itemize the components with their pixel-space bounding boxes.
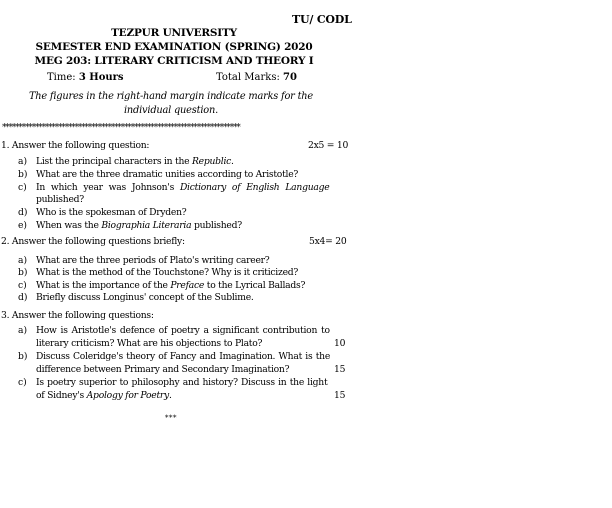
marks-value: 70 — [283, 72, 297, 83]
total-marks — [216, 72, 297, 83]
question-3-title: 3. Answer the following questions: — [1, 310, 154, 321]
marks-label: Total Marks: — [216, 72, 283, 83]
question-3c: Is poetry superior to philosophy and history? Discuss in the light — [36, 377, 328, 388]
course-title: MEG 203: LITERARY CRITICISM AND THEORY I — [34, 55, 314, 67]
time-value: 3 Hours — [78, 72, 124, 83]
item-label: e) — [18, 220, 28, 231]
question-1b: What are the three dramatic unities according to Aristotle? — [36, 169, 299, 180]
item-label: a) — [18, 325, 28, 336]
question-1e: When was the Biographia Literaria published? — [36, 220, 242, 231]
item-label: b) — [18, 267, 28, 278]
doc-code: TU/ CODL — [292, 13, 352, 26]
question-2a: What are the three periods of Plato's writing career? — [36, 255, 270, 266]
question-3b: Discuss Coleridge's theory of Fancy and Imagination. What is the — [36, 351, 331, 362]
question-1-title: 1. Answer the following question: — [1, 140, 150, 151]
question-1d: Who is the spokesman of Dryden? — [36, 207, 187, 218]
question-2d: Briefly discuss Longinus' concept of the Sublime. — [36, 292, 254, 303]
question-3c-marks: 15 — [334, 390, 346, 401]
exam-title: SEMESTER END EXAMINATION (SPRING) 2020 — [35, 41, 313, 53]
question-1c: In which year was Johnson's Dictionary of English Language — [36, 182, 330, 193]
item-label: c) — [18, 280, 27, 291]
question-2c: What is the importance of the Preface to the Lyrical Ballads? — [36, 280, 306, 291]
question-3c-line2: of Sidney's Apology for Poetry. — [36, 390, 172, 401]
time-allowed — [47, 72, 124, 83]
instruction-line-2: individual question. — [124, 105, 218, 116]
item-label: d) — [18, 292, 28, 303]
item-label: b) — [18, 169, 28, 180]
item-label: a) — [18, 255, 28, 266]
item-label: c) — [18, 182, 27, 193]
question-1a: List the principal characters in the Republic. — [36, 156, 234, 167]
question-2-marks: 5x4= 20 — [309, 236, 347, 247]
separator-line: ************************************************************************ — [2, 123, 240, 133]
question-3b-marks: 15 — [334, 364, 346, 375]
end-mark: *** — [165, 414, 177, 422]
question-3a: How is Aristotle's defence of poetry a significant contribution to — [36, 325, 330, 336]
instruction-line-1: The figures in the right-hand margin indicate marks for the — [28, 91, 314, 102]
item-label: a) — [18, 156, 28, 167]
time-label: Time: — [47, 72, 79, 83]
item-label: d) — [18, 207, 28, 218]
question-2b: What is the method of the Touchstone? Why is it criticized? — [36, 267, 299, 278]
item-label: c) — [18, 377, 27, 388]
university-name: TEZPUR UNIVERSITY — [111, 27, 237, 39]
question-2-title: 2. Answer the following questions briefly: — [1, 236, 185, 247]
item-label: b) — [18, 351, 28, 362]
question-1c-line2: published? — [36, 194, 84, 205]
question-3a-line2: literary criticism? What are his objections to Plato? — [36, 338, 263, 349]
question-1-marks: 2x5 = 10 — [308, 140, 349, 151]
question-3a-marks: 10 — [334, 338, 346, 349]
question-3b-line2: difference between Primary and Secondary Imagination? — [36, 364, 290, 375]
